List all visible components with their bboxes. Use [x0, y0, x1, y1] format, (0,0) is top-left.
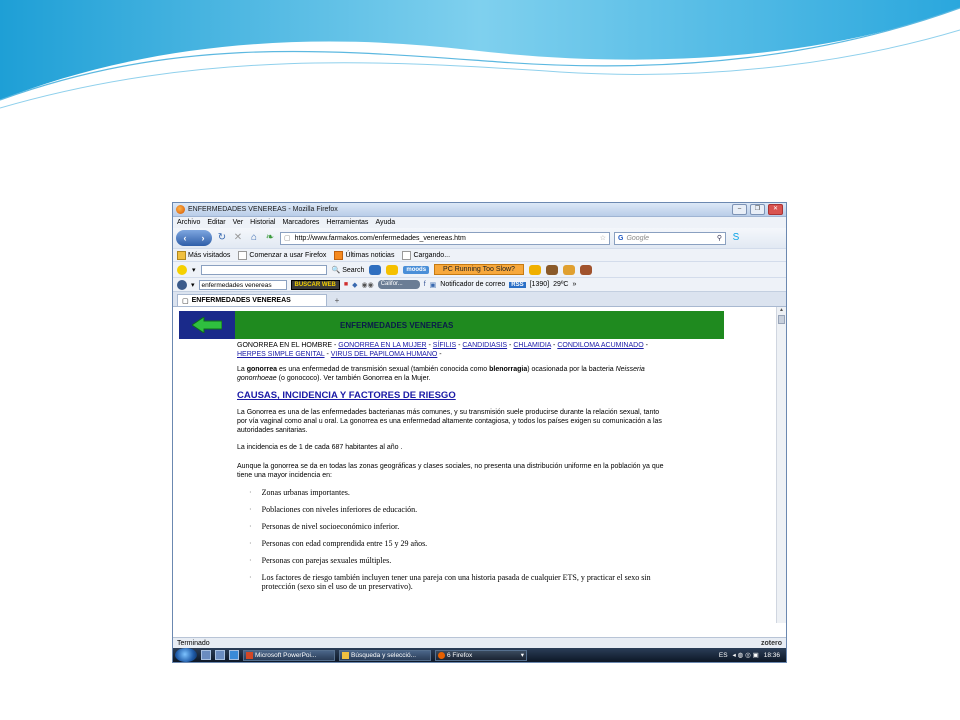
search-box[interactable]: [614, 232, 726, 245]
menu-archivo[interactable]: Archivo: [177, 219, 201, 226]
system-tray: [719, 651, 786, 659]
bookmark-getting-started[interactable]: Comenzar a usar Firefox: [238, 251, 326, 260]
menu-bar: [173, 217, 786, 228]
back-forward-buttons[interactable]: [176, 230, 212, 246]
menu-marcadores[interactable]: Marcadores: [282, 219, 320, 226]
skype-icon[interactable]: S: [732, 232, 740, 243]
menu-ayuda[interactable]: Ayuda: [375, 219, 396, 226]
task-search[interactable]: Búsqueda y selecció...: [339, 650, 431, 661]
link-chlamidia[interactable]: CHLAMIDIA: [513, 342, 552, 349]
google-icon[interactable]: G: [618, 234, 624, 242]
smiley-icon[interactable]: [177, 265, 187, 275]
list-item: · Personas con edad comprendida entre 15 y 29 años.: [249, 539, 428, 548]
menu-ver[interactable]: Ver: [232, 219, 244, 226]
toolbar-search-button[interactable]: 🔍 Search: [331, 266, 365, 274]
quicklaunch-icon[interactable]: [215, 650, 225, 660]
back-arrow-icon[interactable]: ‹: [183, 233, 187, 243]
bookmark-latest-news[interactable]: Últimas noticias: [334, 251, 394, 260]
toolbar-logo-icon[interactable]: [177, 280, 187, 290]
close-button[interactable]: ✕: [768, 204, 783, 215]
risk-list: [237, 488, 667, 591]
status-bar: [173, 637, 786, 648]
maximize-button[interactable]: ❐: [750, 204, 765, 215]
stop-icon[interactable]: ✕: [233, 232, 243, 243]
intro-paragraph: La gonorrea es una enfermedad de transmisión sexual (también conocida como blenorragia) ocasionada por la bacteria Neisseria gonorrhoeae (o gonococo). Ver también Gonorrea en la Mujer.: [237, 366, 645, 382]
toolbar-icon[interactable]: f: [423, 281, 426, 288]
search-toolbar: [173, 277, 786, 291]
link-herpes[interactable]: HERPES SIMPLE GENITAL: [237, 351, 325, 358]
rss-button[interactable]: RSS: [511, 281, 524, 288]
rss-icon: [334, 251, 343, 260]
weather-temp[interactable]: 29ºC: [553, 281, 569, 288]
quicklaunch-icon[interactable]: [201, 650, 211, 660]
dropdown-icon[interactable]: ▾: [191, 281, 195, 289]
list-item: · Los factores de riesgo también incluyen tener una pareja con una historia pasada de cualquier ETS, y practicar el sexo sin protección (sexo sin el uso de un preservativo).: [249, 573, 651, 591]
folder-icon: [342, 652, 349, 659]
list-item: · Personas con parejas sexuales múltiples.: [249, 556, 392, 565]
bookmark-most-visited[interactable]: Más visitados: [177, 251, 230, 260]
status-text: Terminado: [177, 639, 210, 647]
emoticon-icon[interactable]: [563, 265, 575, 275]
emoticon-icon[interactable]: [369, 265, 381, 275]
list-item: · Personas de nivel socioeconómico inferior.: [249, 522, 400, 531]
zotero-button[interactable]: zotero: [761, 639, 782, 647]
bookmark-icon: [177, 251, 186, 260]
forward-arrow-icon[interactable]: ›: [201, 233, 205, 243]
paragraph: La incidencia es de 1 de cada 687 habitantes al año .: [237, 444, 403, 451]
pc-slow-ad[interactable]: PC Running Too Slow?: [434, 264, 524, 275]
powerpoint-icon: [246, 652, 253, 659]
page-icon: ▢: [284, 235, 291, 242]
task-powerpoint[interactable]: Microsoft PowerPoi...: [243, 650, 335, 661]
moods-button[interactable]: moods: [403, 266, 429, 274]
emoticon-icon[interactable]: [546, 265, 558, 275]
toolbar-icon[interactable]: ◆: [352, 281, 358, 289]
address-bar[interactable]: [280, 232, 610, 245]
page-header: [179, 311, 724, 339]
section-heading[interactable]: CAUSAS, INCIDENCIA Y FACTORES DE RIESGO: [237, 390, 456, 401]
topic-nav: GONORREA EN EL HOMBRE - GONORREA EN LA MUJER - SÍFILIS - CANDIDIASIS - CHLAMIDIA - CONDILOMA ACUMINADO - HERPES SIMPLE GENITAL - VIRUS DEL PAPILOMA HUMANO -: [237, 342, 648, 358]
emoticon-icon[interactable]: [386, 265, 398, 275]
emoticon-icon[interactable]: [529, 265, 541, 275]
decorative-swoosh: [0, 0, 960, 130]
url-text[interactable]: http://www.farmakos.com/enfermedades_venereas.htm: [294, 234, 466, 242]
tab-label: ENFERMEDADES VENEREAS: [191, 297, 291, 304]
star-icon[interactable]: ☆: [599, 235, 606, 242]
link-sifilis[interactable]: SÍFILIS: [432, 342, 457, 349]
toolbar-icon[interactable]: ■: [343, 281, 349, 288]
toolbar-search-input[interactable]: [201, 265, 327, 275]
article: [237, 341, 667, 599]
home-icon[interactable]: ⌂: [250, 232, 258, 243]
minimize-button[interactable]: –: [732, 204, 747, 215]
bookmarks-bar: [173, 248, 786, 261]
califor-field[interactable]: Califor...: [378, 280, 420, 289]
more-button[interactable]: »: [572, 281, 577, 288]
paragraph: Aunque la gonorrea se da en todas las zonas geográficas y clases sociales, no presenta una distribución uniforme en la población ya que tiene una mayor incidencia en:: [237, 463, 664, 479]
firefox-icon: [438, 652, 445, 659]
page-icon: [238, 251, 247, 260]
bookmark-leaf-icon[interactable]: ❧: [265, 232, 275, 243]
vertical-scrollbar[interactable]: [776, 307, 786, 623]
navigation-bar: [173, 228, 786, 248]
tab-enfermedades[interactable]: [177, 294, 327, 306]
count-badge: [1390]: [529, 281, 550, 288]
search-placeholder: Google: [626, 234, 650, 242]
back-arrow-button[interactable]: [179, 311, 235, 339]
firefox-icon: [176, 205, 185, 214]
taskbar: [173, 648, 786, 662]
scroll-up-icon[interactable]: ▲: [779, 307, 784, 313]
tab-bar: [173, 291, 786, 307]
menu-herramientas[interactable]: Herramientas: [326, 219, 369, 226]
page-content: [173, 307, 786, 623]
start-button[interactable]: [175, 648, 197, 662]
mail-notifier-button[interactable]: Notificador de correo: [440, 281, 506, 288]
buscar-web-button[interactable]: BUSCAR WEB: [291, 280, 340, 290]
smiley-toolbar: [173, 261, 786, 277]
page-icon: ▢: [182, 297, 189, 305]
clock[interactable]: 18:36: [763, 651, 780, 659]
link-condiloma[interactable]: CONDILOMA ACUMINADO: [557, 342, 644, 349]
toolbar-icon[interactable]: ◉◉: [361, 281, 374, 289]
link-vph[interactable]: VIRUS DEL PAPILOMA HUMANO: [330, 351, 438, 358]
tray-icons[interactable]: ◂ ◍ ◎ ▣: [732, 652, 759, 659]
page-icon: [402, 251, 411, 260]
language-indicator[interactable]: ES: [718, 651, 728, 659]
green-arrow-icon[interactable]: [192, 317, 222, 333]
toolbar-combo[interactable]: enfermedades venereas: [199, 280, 287, 290]
ie-icon[interactable]: [229, 650, 239, 660]
menu-editar[interactable]: Editar: [207, 219, 226, 226]
task-firefox[interactable]: 6 Firefox ▾: [435, 650, 527, 661]
search-icon[interactable]: ⚲: [716, 235, 722, 242]
paragraph: La Gonorrea es una de las enfermedades bacterianas más comunes, y su transmisión suele producirse durante la relación sexual, tanto por vía vaginal como anal u oral. La gonorrea es una enfermedad altamente contagiosa, y todos los países exigen su comunicación a las autoridades sanitarias.: [237, 409, 662, 434]
bookmark-loading[interactable]: Cargando...: [402, 251, 450, 260]
title-bar: [173, 203, 786, 217]
emoticon-icon[interactable]: [580, 265, 592, 275]
new-tab-button[interactable]: +: [334, 296, 340, 305]
list-item: · Poblaciones con niveles inferiores de educación.: [249, 505, 418, 514]
scroll-thumb[interactable]: [778, 315, 785, 324]
link-candidiasis[interactable]: CANDIDIASIS: [462, 342, 508, 349]
dropdown-icon[interactable]: ▾: [192, 266, 196, 274]
toolbar-icon[interactable]: ▣: [429, 281, 437, 289]
page-header-title: ENFERMEDADES VENEREAS: [235, 311, 724, 339]
reload-icon[interactable]: ↻: [217, 232, 227, 243]
list-item: · Zonas urbanas importantes.: [249, 488, 350, 497]
browser-window: [172, 202, 787, 663]
link-gonorrea-mujer[interactable]: GONORREA EN LA MUJER: [338, 342, 427, 349]
menu-historial[interactable]: Historial: [250, 219, 276, 226]
window-title: ENFERMEDADES VENEREAS - Mozilla Firefox: [188, 206, 338, 213]
